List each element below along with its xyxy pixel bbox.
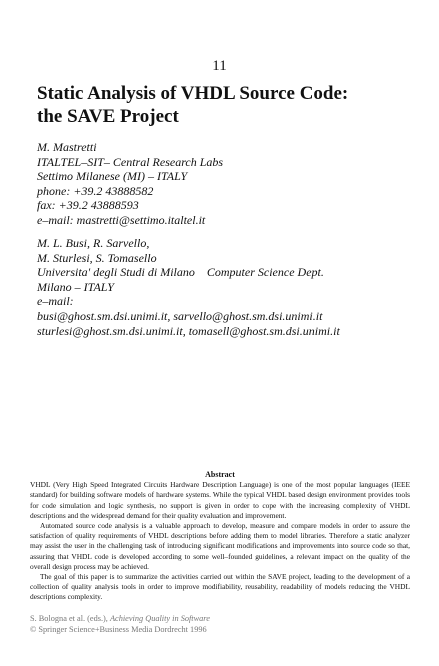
author-name: M. Mastretti: [37, 140, 97, 154]
author-names-2: M. Sturlesi, S. Tomasello: [37, 250, 157, 265]
address: Settimo Milanese (MI) – ITALY: [37, 169, 188, 184]
email-line-1: busi@ghost.sm.dsi.unimi.it, sarvello@ghost.sm.dsi.unimi.it: [37, 308, 323, 323]
abstract-paragraph-3: The goal of this paper is to summarize the activities carried out within the SAVE project, leading to the development of a collection of quality analysis tools in order to improve modifiability, reusability, readability of models reducing the VHDL descriptions complexity.: [30, 572, 410, 602]
title-line-1: Static Analysis of VHDL Source Code:: [37, 83, 349, 104]
abstract-paragraph-2: Automated source code analysis is a valuable approach to develop, measure and compare models in order to assure the satisfaction of quality requirements of VHDL descriptions before adding them to model libraries. Therefore a static analyzer may assist the user in the challenging task of introducing significant modifications and improvements into source code so that, assuring that VHDL code is developed according to some well–founded guidelines, a relevant impact on the quality of the overall design process may be achieved.: [30, 521, 410, 571]
citation-prefix: S. Bologna et al. (eds.),: [30, 614, 110, 623]
address: Milano – ITALY: [37, 279, 114, 294]
chapter-number: 11: [212, 58, 227, 74]
abstract-heading: Abstract: [205, 470, 235, 479]
email-line-2: sturlesi@ghost.sm.dsi.unimi.it, tomasell@ghost.sm.dsi.unimi.it: [37, 323, 340, 338]
abstract-paragraph-1: VHDL (Very High Speed Integrated Circuits Hardware Description Language) is one of the most popular languages (IEEE standard) for building software models of hardware systems. While the typical VHDL based design environment provides tools for code simulation and logic synthesis, no support is given in order to cope with the increasing complexity of VHDL descriptions and the widespread demand for their quality evaluation and improvement.: [30, 480, 410, 520]
affiliation: ITALTEL–SIT– Central Research Labs: [37, 154, 224, 169]
email: e–mail: mastretti@settimo.italtel.it: [37, 212, 206, 227]
affiliation: Universita' degli Studi di Milano Computer Science Dept.: [37, 265, 324, 280]
title-line-2: the SAVE Project: [37, 106, 179, 127]
fax: fax: +39.2 43888593: [37, 198, 139, 213]
copyright-line: © Springer Science+Business Media Dordrecht 1996: [30, 625, 207, 634]
book-title: Achieving Quality in Software: [109, 614, 210, 623]
paper-title: [37, 82, 417, 128]
copyright-footer: [30, 613, 210, 635]
author-block-italtel: [37, 140, 223, 228]
author-names-1: M. L. Busi, R. Sarvello,: [37, 236, 150, 250]
email-label: e–mail:: [37, 294, 74, 309]
phone: phone: +39.2 43888582: [37, 183, 154, 198]
author-block-milano: [37, 236, 340, 338]
abstract-section: [30, 470, 410, 603]
citation-line: [30, 613, 210, 624]
